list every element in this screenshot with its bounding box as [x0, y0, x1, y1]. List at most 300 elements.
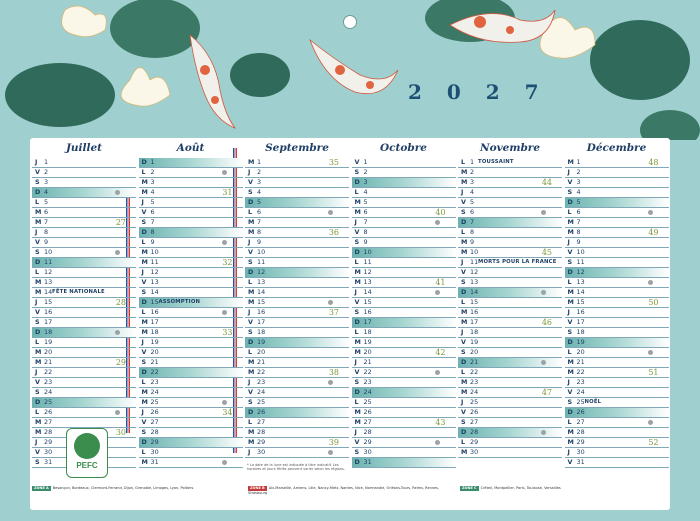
day-letter: D	[248, 338, 254, 347]
day-number: 10	[44, 248, 53, 257]
month-column-3	[352, 138, 456, 469]
day-row	[565, 248, 669, 258]
day-row	[245, 278, 349, 288]
day-row	[565, 408, 669, 418]
day-row	[245, 408, 349, 418]
week-number: 52	[648, 438, 659, 448]
month-name: Décembre	[586, 142, 647, 154]
moon-phase-icon	[648, 280, 653, 285]
day-number: 9	[44, 238, 49, 247]
day-letter: J	[248, 308, 251, 317]
moon-phase-icon	[541, 430, 546, 435]
day-row	[139, 228, 243, 238]
day-row	[565, 368, 669, 378]
day-row	[352, 188, 456, 198]
day-row	[352, 448, 456, 458]
day-number: 15	[363, 298, 372, 307]
day-number: 23	[470, 378, 479, 387]
day-letter: J	[461, 188, 464, 197]
day-number: 6	[257, 208, 262, 217]
week-number: 43	[435, 418, 446, 428]
day-letter: J	[567, 378, 570, 387]
day-row	[32, 328, 136, 338]
moon-phase-icon	[222, 170, 227, 175]
day-letter: M	[461, 178, 468, 187]
day-number: 7	[470, 218, 475, 227]
day-letter: M	[248, 438, 255, 447]
day-letter: J	[461, 258, 464, 267]
day-row	[565, 168, 669, 178]
day-letter: D	[248, 268, 254, 277]
day-row	[139, 178, 243, 188]
day-letter: D	[354, 458, 360, 467]
day-row	[565, 288, 669, 298]
day-row	[565, 378, 669, 388]
day-number: 10	[363, 248, 372, 257]
day-number: 18	[44, 328, 53, 337]
week-number: 29	[115, 358, 126, 368]
day-letter: J	[35, 298, 38, 307]
day-letter: L	[248, 418, 253, 427]
day-row	[565, 458, 669, 468]
day-number: 9	[576, 238, 581, 247]
day-letter: D	[141, 438, 147, 447]
day-number: 6	[576, 208, 581, 217]
day-row	[565, 278, 669, 288]
day-letter: V	[141, 208, 147, 217]
day-row	[352, 218, 456, 228]
day-number: 8	[470, 228, 475, 237]
day-row	[32, 358, 136, 368]
day-letter: S	[461, 348, 466, 357]
day-letter: L	[567, 418, 572, 427]
day-row	[458, 348, 562, 358]
day-number: 26	[576, 408, 585, 417]
day-number: 26	[44, 408, 53, 417]
day-letter: V	[567, 388, 573, 397]
day-letter: S	[35, 318, 40, 327]
day-letter: D	[354, 248, 360, 257]
day-letter: M	[35, 288, 42, 297]
month-column-1	[139, 138, 243, 469]
day-letter: M	[248, 158, 255, 166]
day-number: 21	[576, 358, 585, 367]
day-letter: S	[141, 358, 147, 367]
moon-phase-icon	[435, 220, 440, 225]
day-number: 22	[44, 368, 53, 377]
day-row	[245, 268, 349, 278]
day-row	[32, 198, 136, 208]
week-number: 32	[222, 258, 233, 268]
day-row	[458, 338, 562, 348]
day-letter: L	[141, 238, 146, 247]
day-letter: M	[354, 348, 361, 357]
day-letter: V	[141, 278, 147, 287]
legend-zone-b-text: Aix-Marseille, Amiens, Lille, Nancy-Metz, Nantes, Nice, Normandie, Orléans-Tours, Reims, Rennes, Strasbourg	[248, 486, 440, 495]
moon-phase-icon	[541, 210, 546, 215]
day-row	[352, 278, 456, 288]
moon-phase-icon	[328, 450, 333, 455]
day-letter: L	[141, 378, 146, 387]
day-letter: J	[248, 238, 251, 247]
day-letter: V	[567, 248, 573, 257]
moon-phase-icon	[648, 420, 653, 425]
week-number: 38	[328, 368, 339, 378]
day-letter: V	[461, 198, 466, 207]
day-letter: L	[354, 328, 359, 337]
legend-zone-c: ZONE C Créteil, Montpellier, Paris, Toulouse, Versailles	[462, 486, 561, 490]
day-letter: S	[461, 418, 466, 427]
week-number: 41	[435, 278, 446, 288]
day-row	[32, 188, 136, 198]
day-number: 14	[257, 288, 266, 297]
day-number: 8	[257, 228, 262, 237]
day-number: 23	[150, 378, 159, 387]
day-letter: J	[567, 168, 570, 177]
day-letter: J	[354, 218, 357, 227]
day-number: 5	[257, 198, 262, 207]
day-row	[245, 298, 349, 308]
day-letter: L	[35, 198, 40, 207]
day-row	[245, 178, 349, 188]
week-number: 40	[435, 208, 446, 218]
day-number: 22	[150, 368, 159, 377]
day-letter: L	[461, 438, 466, 447]
day-row	[352, 258, 456, 268]
day-row	[32, 398, 136, 408]
day-letter: D	[354, 178, 360, 187]
day-number: 9	[470, 238, 475, 247]
day-row	[565, 218, 669, 228]
day-row	[458, 238, 562, 248]
legend-zone-a-text: Besançon, Bordeaux, Clermont-Ferrand, Dijon, Grenoble, Limoges, Lyon, Poitiers	[52, 486, 194, 490]
day-row	[565, 258, 669, 268]
day-number: 10	[150, 248, 159, 257]
day-letter: V	[461, 408, 466, 417]
day-letter: L	[567, 208, 572, 217]
day-letter: M	[461, 308, 468, 317]
day-row	[458, 418, 562, 428]
day-letter: V	[354, 158, 360, 166]
day-row	[139, 438, 243, 448]
day-row	[458, 258, 562, 268]
day-letter: M	[461, 378, 468, 387]
day-number: 16	[150, 308, 159, 317]
day-letter: J	[354, 428, 357, 437]
day-letter: L	[35, 408, 40, 417]
day-number: 17	[576, 318, 585, 327]
day-row	[352, 318, 456, 328]
day-row	[139, 388, 243, 398]
day-number: 14	[150, 288, 159, 297]
day-number: 24	[257, 388, 266, 397]
day-number: 5	[470, 198, 475, 207]
day-letter: M	[35, 348, 42, 357]
day-row	[245, 428, 349, 438]
day-letter: J	[354, 358, 357, 367]
day-letter: V	[354, 438, 360, 447]
day-row	[245, 368, 349, 378]
day-letter: S	[461, 278, 466, 287]
day-letter: J	[141, 338, 144, 347]
day-number: 17	[44, 318, 53, 327]
day-letter: S	[354, 448, 360, 457]
holiday-label: FÊTE NATIONALE	[52, 289, 105, 296]
day-row	[139, 408, 243, 418]
week-number: 33	[222, 328, 233, 338]
day-row	[352, 268, 456, 278]
day-number: 1	[257, 158, 262, 166]
day-letter: M	[248, 218, 255, 227]
day-row	[139, 428, 243, 438]
day-list	[139, 158, 243, 469]
day-number: 5	[150, 198, 155, 207]
day-number: 20	[257, 348, 266, 357]
holiday-label: NOËL	[584, 399, 602, 406]
day-letter: M	[35, 208, 42, 217]
day-list	[352, 158, 456, 469]
day-number: 18	[363, 328, 372, 337]
month-name: Juillet	[65, 142, 103, 154]
day-letter: S	[248, 188, 253, 197]
day-letter: L	[354, 398, 359, 407]
week-number: 44	[541, 178, 552, 188]
day-number: 8	[576, 228, 581, 237]
day-letter: L	[567, 348, 572, 357]
day-number: 2	[470, 168, 475, 177]
day-row	[139, 218, 243, 228]
day-row	[32, 248, 136, 258]
day-letter: M	[567, 288, 574, 297]
day-letter: J	[461, 398, 464, 407]
day-number: 12	[257, 268, 266, 277]
day-letter: V	[461, 268, 466, 277]
calendar-year: 2 0 2 7	[408, 80, 548, 104]
day-letter: L	[461, 368, 466, 377]
day-number: 30	[576, 448, 585, 457]
week-number: 36	[328, 228, 339, 238]
day-letter: S	[35, 248, 40, 257]
day-row	[352, 308, 456, 318]
week-number: 39	[328, 438, 339, 448]
day-number: 2	[576, 168, 581, 177]
day-number: 30	[44, 448, 53, 457]
day-number: 4	[257, 188, 262, 197]
day-letter: J	[35, 158, 38, 166]
day-letter: V	[354, 298, 360, 307]
day-list	[565, 158, 669, 469]
day-letter: V	[35, 238, 40, 247]
day-letter: V	[248, 178, 253, 187]
day-row	[458, 408, 562, 418]
day-number: 12	[576, 268, 585, 277]
day-number: 7	[576, 218, 581, 227]
day-row	[565, 338, 669, 348]
day-row	[245, 398, 349, 408]
week-number: 47	[541, 388, 552, 398]
day-row	[458, 208, 562, 218]
day-number: 21	[363, 358, 372, 367]
day-row	[139, 268, 243, 278]
day-letter: S	[35, 458, 40, 467]
day-row	[139, 298, 243, 308]
day-row	[245, 348, 349, 358]
day-row	[458, 378, 562, 388]
day-letter: M	[141, 178, 148, 187]
day-row	[245, 248, 349, 258]
day-row	[245, 198, 349, 208]
day-letter: M	[141, 398, 148, 407]
day-row	[139, 248, 243, 258]
day-row	[245, 218, 349, 228]
day-letter: J	[35, 438, 38, 447]
day-number: 25	[576, 398, 585, 407]
day-letter: M	[567, 298, 574, 307]
day-letter: D	[35, 258, 41, 267]
day-letter: D	[141, 158, 147, 166]
day-letter: M	[141, 318, 148, 327]
day-letter: S	[354, 378, 360, 387]
day-row	[245, 168, 349, 178]
day-number: 11	[470, 258, 479, 267]
day-row	[565, 328, 669, 338]
day-letter: S	[35, 178, 40, 187]
holiday-label: TOUSSAINT	[478, 159, 514, 165]
day-number: 16	[257, 308, 266, 317]
day-letter: J	[248, 168, 251, 177]
day-number: 8	[44, 228, 49, 237]
day-row	[139, 158, 243, 168]
day-number: 29	[576, 438, 585, 447]
day-letter: D	[35, 188, 41, 197]
day-number: 27	[150, 418, 159, 427]
day-row	[352, 418, 456, 428]
day-number: 25	[363, 398, 372, 407]
day-number: 28	[576, 428, 585, 437]
week-number: 51	[648, 368, 659, 378]
day-letter: J	[141, 408, 144, 417]
calendar-panel	[30, 138, 670, 510]
day-number: 20	[150, 348, 159, 357]
day-letter: M	[35, 418, 42, 427]
day-letter: V	[35, 308, 40, 317]
day-letter: M	[354, 408, 361, 417]
day-number: 20	[44, 348, 53, 357]
day-row	[245, 418, 349, 428]
day-number: 26	[150, 408, 159, 417]
week-number: 30	[115, 428, 126, 438]
day-number: 1	[470, 158, 475, 166]
day-number: 20	[576, 348, 585, 357]
day-row	[32, 168, 136, 178]
day-row	[32, 318, 136, 328]
day-number: 14	[576, 288, 585, 297]
day-number: 16	[576, 308, 585, 317]
day-row	[352, 408, 456, 418]
day-number: 28	[150, 428, 159, 437]
day-letter: S	[567, 328, 573, 337]
day-letter: L	[35, 338, 40, 347]
day-row	[458, 268, 562, 278]
day-number: 31	[576, 458, 585, 467]
day-row	[458, 318, 562, 328]
day-number: 12	[470, 268, 479, 277]
day-row	[139, 308, 243, 318]
day-letter: M	[567, 358, 574, 367]
day-row	[352, 338, 456, 348]
day-number: 26	[470, 408, 479, 417]
day-number: 29	[257, 438, 266, 447]
day-row	[32, 388, 136, 398]
week-number: 34	[222, 408, 233, 418]
day-row	[352, 178, 456, 188]
day-number: 16	[363, 308, 372, 317]
day-letter: M	[567, 368, 574, 377]
day-letter: M	[35, 218, 42, 227]
day-number: 9	[257, 238, 262, 247]
day-row	[458, 178, 562, 188]
day-letter: J	[567, 448, 570, 457]
day-number: 6	[470, 208, 475, 217]
day-row	[245, 258, 349, 268]
moon-phase-icon	[222, 400, 227, 405]
day-number: 15	[576, 298, 585, 307]
day-number: 14	[363, 288, 372, 297]
day-row	[32, 368, 136, 378]
day-row	[458, 188, 562, 198]
day-letter: J	[141, 268, 144, 277]
day-row	[139, 348, 243, 358]
day-row	[352, 358, 456, 368]
day-number: 13	[44, 278, 53, 287]
holiday-label: MORTS POUR LA FRANCE	[478, 259, 557, 266]
day-letter: S	[354, 238, 360, 247]
day-number: 13	[150, 278, 159, 287]
day-letter: D	[141, 368, 147, 377]
day-row	[32, 158, 136, 168]
day-number: 25	[150, 398, 159, 407]
day-number: 30	[470, 448, 479, 457]
day-row	[458, 158, 562, 168]
day-number: 3	[363, 178, 368, 187]
day-number: 3	[470, 178, 475, 187]
day-row	[565, 308, 669, 318]
day-letter: M	[354, 278, 361, 287]
day-number: 23	[576, 378, 585, 387]
day-letter: L	[461, 298, 466, 307]
day-number: 31	[363, 458, 372, 467]
legend-zone-b: ZONE B Aix-Marseille, Amiens, Lille, Nancy-Metz, Nantes, Nice, Normandie, Orléans-Tours, Reims, Rennes, Strasbourg	[248, 486, 440, 495]
day-letter: V	[248, 318, 253, 327]
day-row	[458, 448, 562, 458]
day-row	[139, 398, 243, 408]
day-letter: D	[35, 398, 41, 407]
day-letter: D	[461, 358, 467, 367]
day-number: 2	[257, 168, 262, 177]
day-row	[245, 378, 349, 388]
day-row	[352, 198, 456, 208]
day-row	[352, 388, 456, 398]
day-row	[139, 288, 243, 298]
day-number: 4	[44, 188, 49, 197]
day-number: 11	[257, 258, 266, 267]
day-number: 24	[150, 388, 159, 397]
day-row	[565, 178, 669, 188]
day-letter: J	[354, 288, 357, 297]
month-column-2	[245, 138, 349, 469]
moon-phase-icon	[541, 290, 546, 295]
moon-phase-icon	[541, 360, 546, 365]
